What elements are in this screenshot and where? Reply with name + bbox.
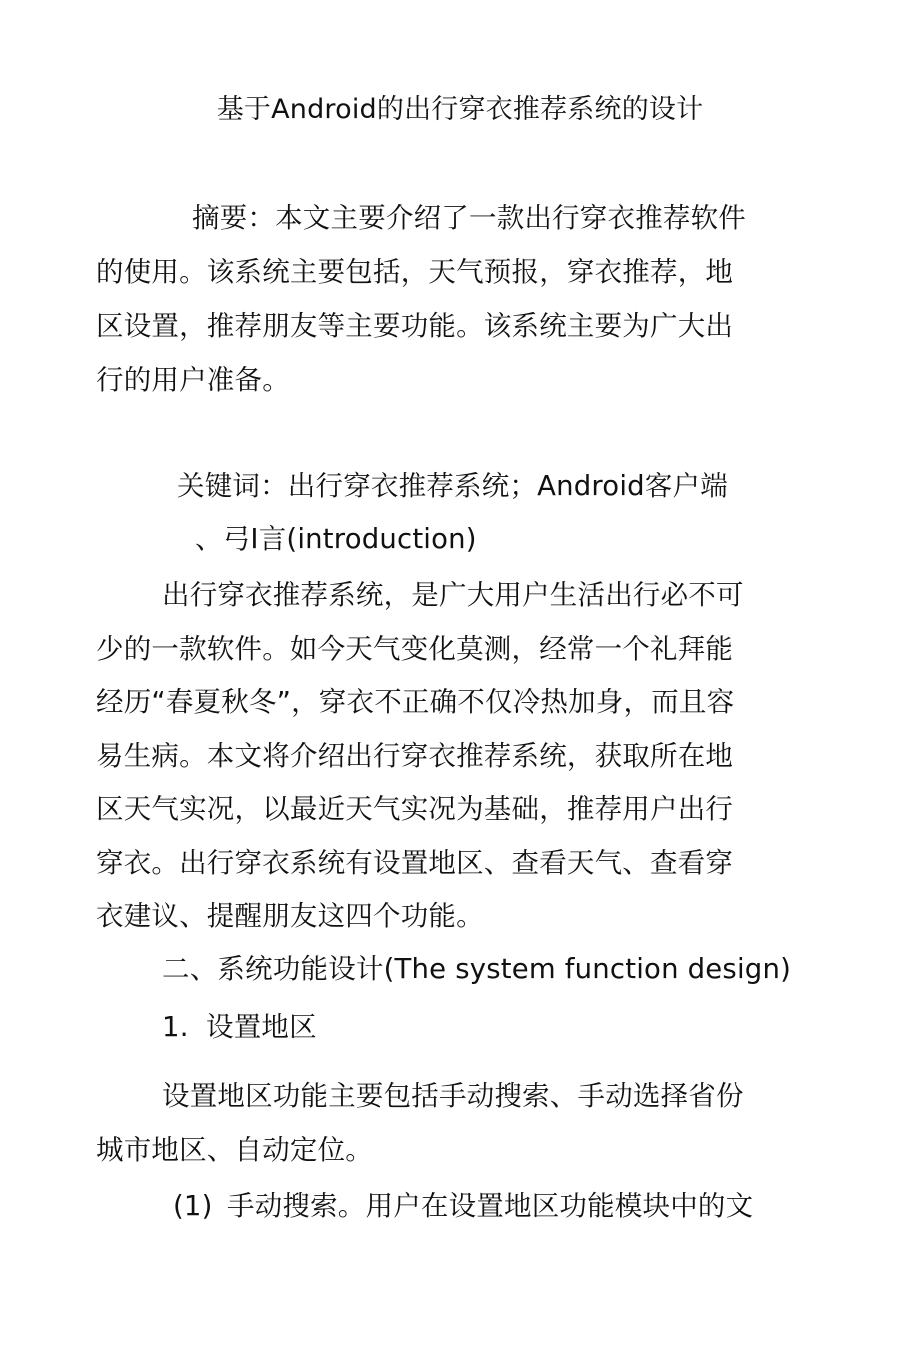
region-para-line-2: 城市地区、自动定位。 <box>96 1134 373 1166</box>
list-item-number: (1) <box>173 1190 213 1222</box>
intro-line-5: 区天气实况，以最近天气实况为基础，推荐用户出行 <box>96 793 734 825</box>
subsection-set-region <box>162 1009 317 1045</box>
abstract-line-1: 摘要：本文主要介绍了一款出行穿衣推荐软件 <box>192 202 746 234</box>
subsection-number: 1. <box>162 1011 189 1043</box>
abstract-line-2: 的使用。该系统主要包括，天气预报，穿衣推荐，地 <box>96 256 734 288</box>
intro-line-6: 穿衣。出行穿衣系统有设置地区、查看天气、查看穿 <box>96 847 734 879</box>
document-title: 基于Android的出行穿衣推荐系统的设计 <box>216 94 704 125</box>
list-item-text: 手动搜索。用户在设置地区功能模块中的文 <box>227 1190 754 1222</box>
section-heading-function-design: 二、系统功能设计(The system function design) <box>162 953 792 985</box>
intro-line-4: 易生病。本文将介绍出行穿衣推荐系统，获取所在地 <box>96 740 734 772</box>
region-para-line-1: 设置地区功能主要包括手动搜索、手动选择省份 <box>162 1080 744 1112</box>
subsection-title: 设置地区 <box>206 1011 317 1043</box>
section-heading-introduction: 、弓I言(introduction) <box>195 523 477 555</box>
keywords-line: 关键词：出行穿衣推荐系统；Android客户端 <box>177 470 728 502</box>
list-item-manual-search <box>173 1188 753 1224</box>
abstract-line-3: 区设置，推荐朋友等主要功能。该系统主要为广大出 <box>96 310 734 342</box>
intro-line-3: 经历“春夏秋冬”，穿衣不正确不仅冷热加身，而且容 <box>96 686 735 718</box>
intro-line-7: 衣建议、提醒朋友这四个功能。 <box>96 900 484 932</box>
intro-line-1: 出行穿衣推荐系统，是广大用户生活出行必不可 <box>162 579 744 611</box>
intro-line-2: 少的一款软件。如今天气变化莫测，经常一个礼拜能 <box>96 633 734 665</box>
abstract-line-4: 行的用户准备。 <box>96 364 290 396</box>
